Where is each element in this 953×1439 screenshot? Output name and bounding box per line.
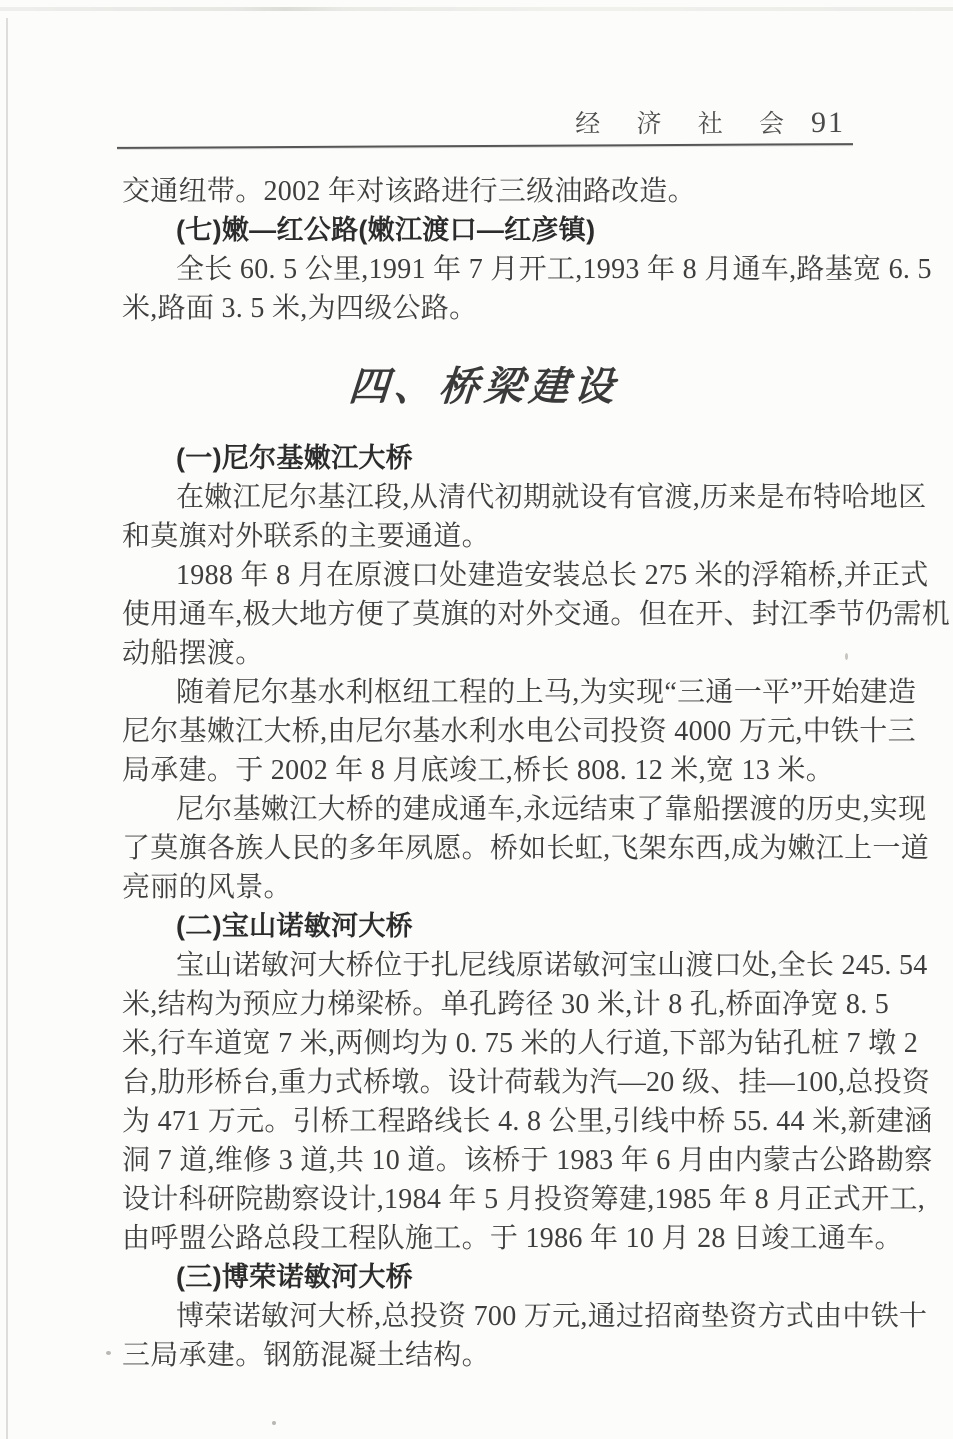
body-line: 尼尔基嫩江大桥,由尼尔基水利水电公司投资 4000 万元,中铁十三 [122, 716, 916, 747]
body-line: 全长 60. 5 公里,1991 年 7 月开工,1993 年 8 月通车,路基宽 6. 5 [176, 254, 932, 285]
subheading-line: (七)嫩—红公路(嫩江渡口—红彦镇) [176, 215, 596, 245]
running-header [122, 104, 845, 140]
body-line: 了莫旗各族人民的多年夙愿。桥如长虹,飞架东西,成为嫩江上一道 [122, 833, 930, 864]
journal-section-title: 经 济 社 会 [575, 111, 799, 138]
subheading-line: (三)博荣诺敏河大桥 [176, 1262, 413, 1292]
body-line: 米,结构为预应力梯梁桥。单孔跨径 30 米,计 8 孔,桥面净宽 8. 5 [122, 989, 890, 1020]
body-line: 在嫩江尼尔基江段,从清代初期就设有官渡,历来是布特哈地区 [176, 482, 927, 513]
body-line: 为 471 万元。引桥工程路线长 4. 8 公里,引线中桥 55. 44 米,新建涵 [122, 1106, 933, 1137]
section-title-text: 四、桥梁建设 [347, 364, 621, 409]
scan-speck [106, 1351, 111, 1355]
body-line: 由呼盟公路总段工程队施工。于 1986 年 10 月 28 日竣工通车。 [122, 1223, 903, 1254]
subheading-line: (二)宝山诺敏河大桥 [176, 911, 413, 941]
body-line: 使用通车,极大地方便了莫旗的对外交通。但在开、封江季节仍需机 [122, 599, 951, 630]
body-line: 交通纽带。2002 年对该路进行三级油路改造。 [122, 176, 696, 207]
body-line: 尼尔基嫩江大桥的建成通车,永远结束了靠船摆渡的历史,实现 [176, 794, 927, 825]
body-line: 局承建。于 2002 年 8 月底竣工,桥长 808. 12 米,宽 13 米。 [122, 755, 835, 786]
section-title [122, 328, 846, 439]
body-line: 博荣诺敏河大桥,总投资 700 万元,通过招商垫资方式由中铁十 [176, 1301, 928, 1332]
body-line: 台,肋形桥台,重力式桥墩。设计荷载为汽—20 级、挂—100,总投资 [122, 1067, 931, 1098]
body-line: 洞 7 道,维修 3 道,共 10 道。该桥于 1983 年 6 月由内蒙古公路勘察 [122, 1145, 933, 1176]
scan-artifact-left-edge [6, 18, 8, 1439]
header-rule [117, 143, 853, 149]
body-line: 米,路面 3. 5 米,为四级公路。 [122, 293, 478, 324]
body-line: 动船摆渡。 [122, 638, 264, 669]
page-number: 91 [811, 106, 845, 139]
body-line: 宝山诺敏河大桥位于扎尼线原诺敏河宝山渡口处,全长 245. 54 [176, 950, 928, 981]
body-line: 亮丽的风景。 [122, 872, 292, 903]
scan-artifact-top-edge [0, 7, 953, 11]
body-line: 设计科研院勘察设计,1984 年 5 月投资筹建,1985 年 8 月正式开工, [122, 1184, 926, 1215]
body-line: 随着尼尔基水利枢纽工程的上马,为实现“三通一平”开始建造 [176, 677, 917, 708]
subheading-line: (一)尼尔基嫩江大桥 [176, 443, 413, 473]
scan-speck [272, 1421, 276, 1425]
body-line: 1988 年 8 月在原渡口处建造安装总长 275 米的浮箱桥,并正式 [176, 560, 929, 591]
page-content [122, 172, 951, 1375]
body-line: 米,行车道宽 7 米,两侧均为 0. 75 米的人行道,下部为钻孔桩 7 墩 2 [122, 1028, 919, 1059]
body-line: 和莫旗对外联系的主要通道。 [122, 521, 490, 552]
body-line: 三局承建。钢筋混凝土结构。 [122, 1340, 490, 1371]
